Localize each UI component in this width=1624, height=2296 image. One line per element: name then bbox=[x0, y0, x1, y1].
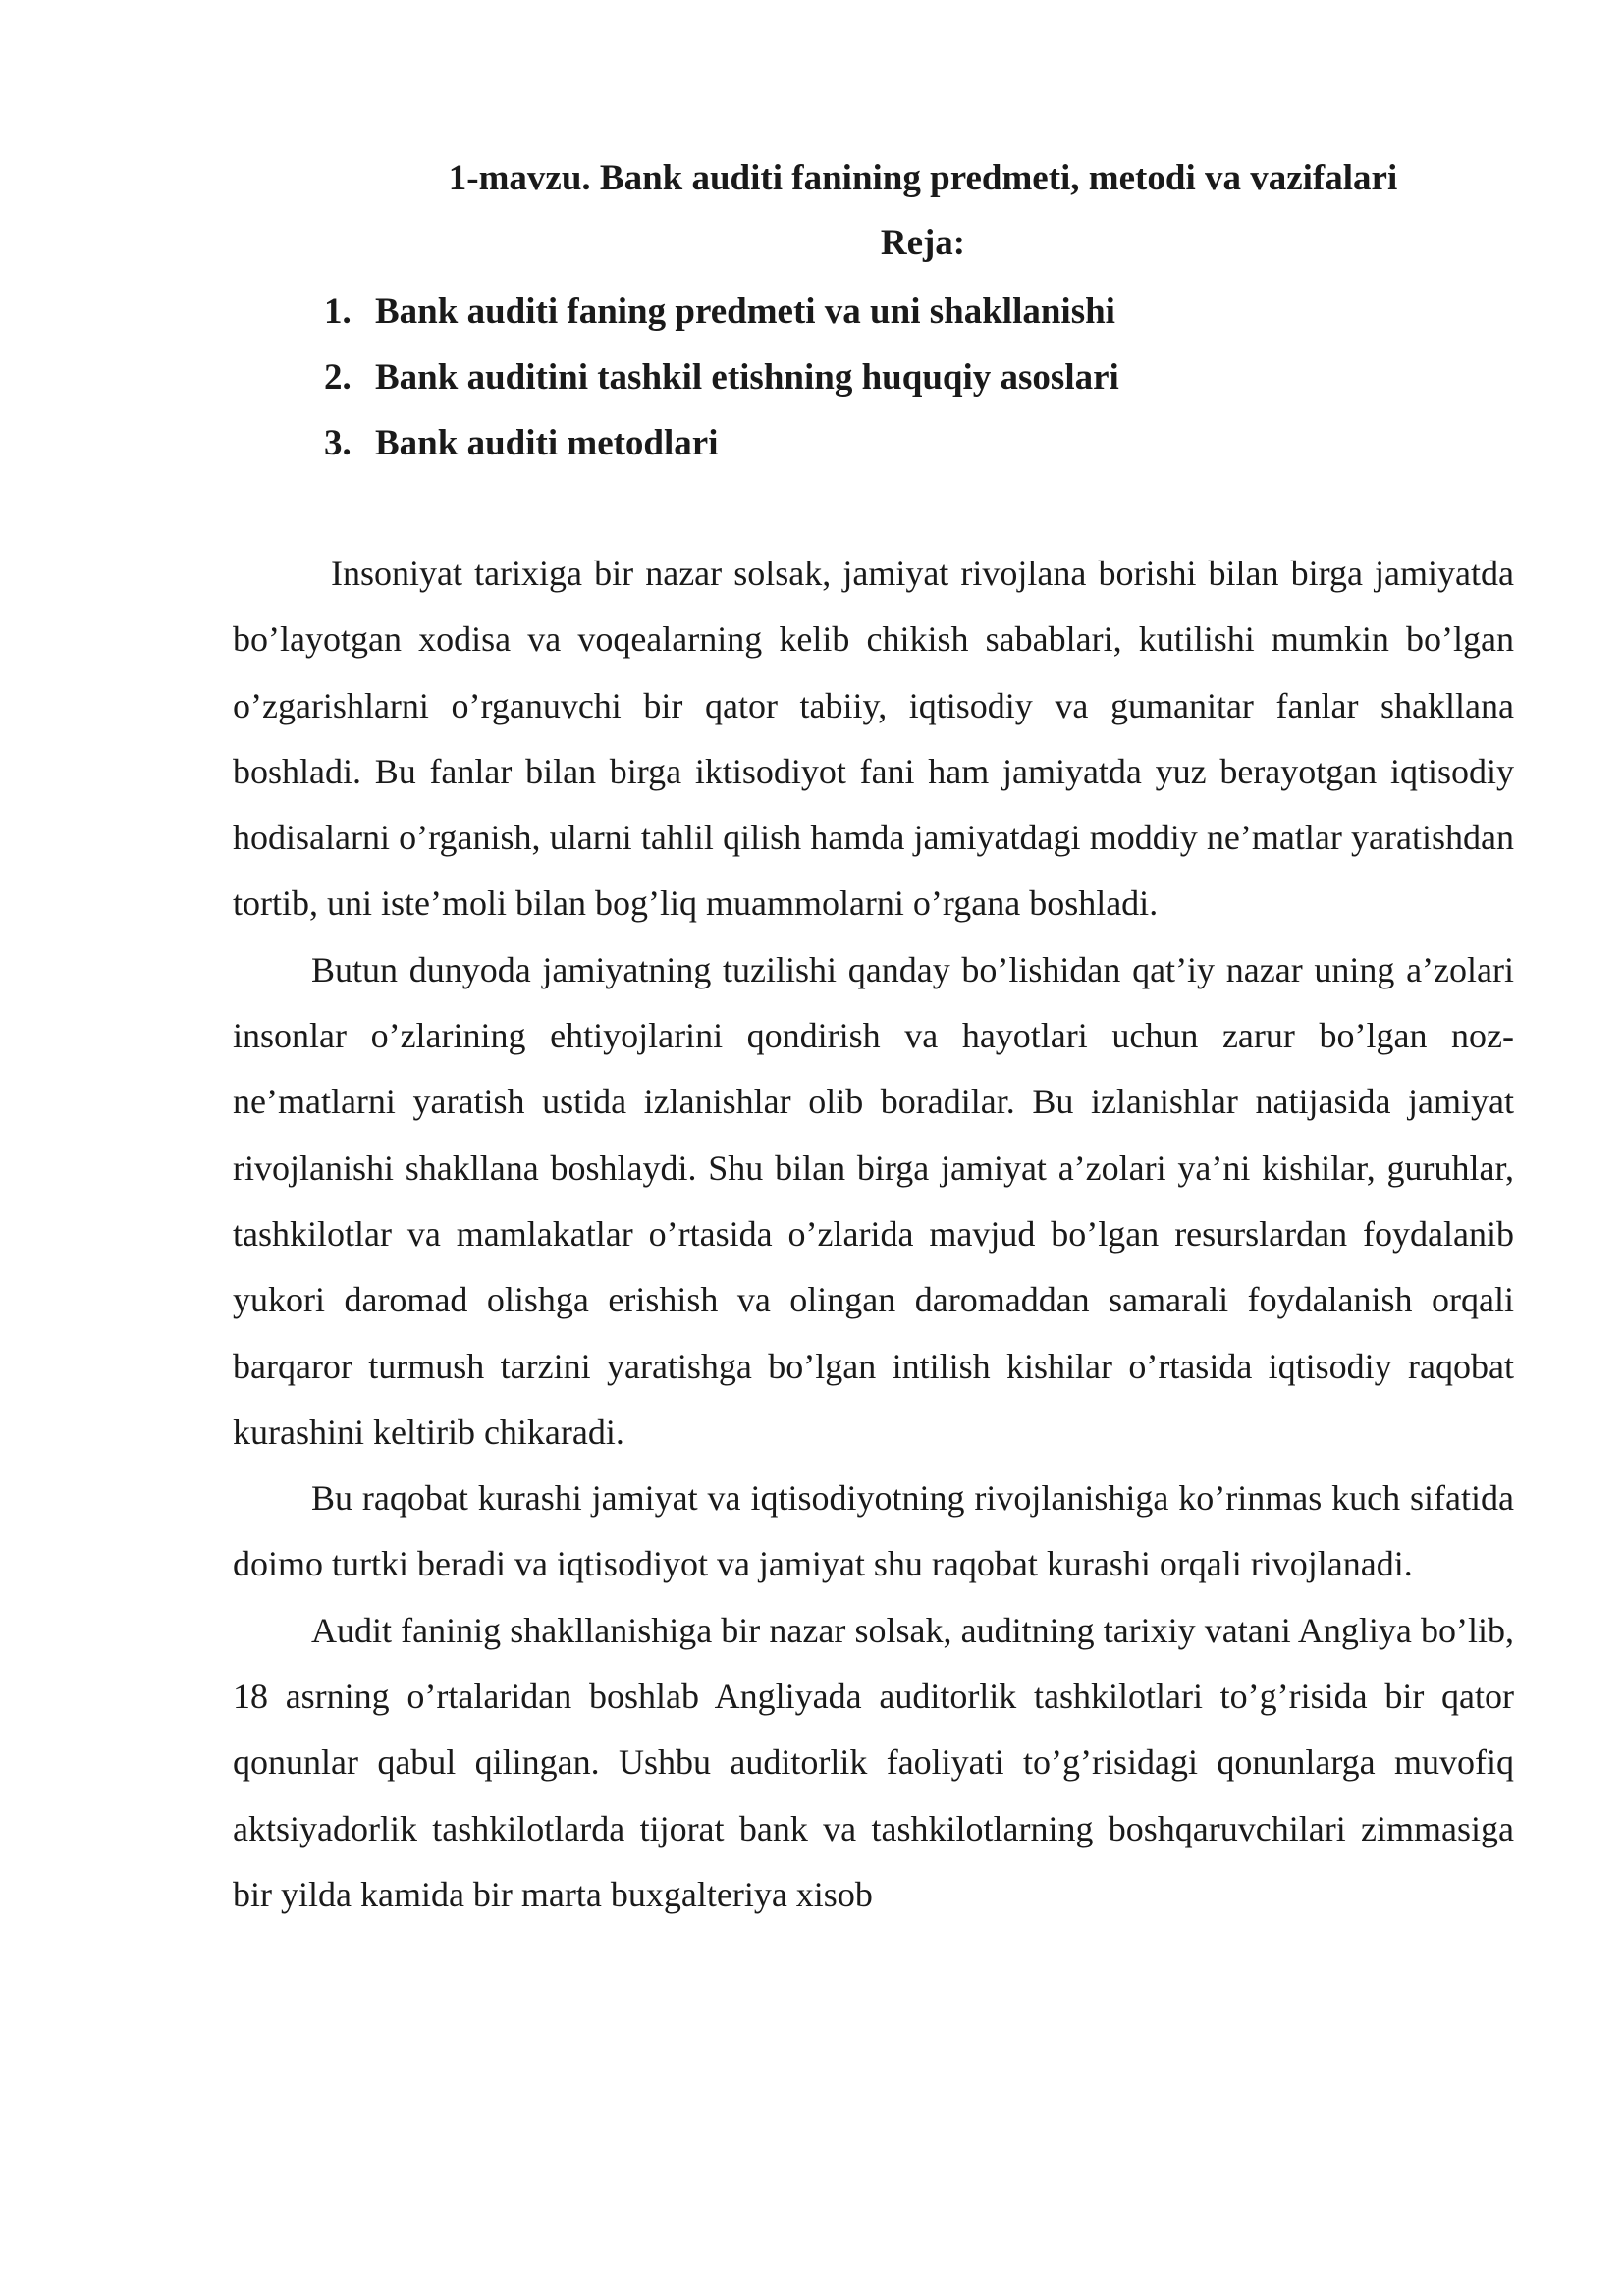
document-title: 1-mavzu. Bank auditi fanining predmeti, metodi va vazifalari bbox=[448, 158, 1398, 198]
body-paragraph: Audit faninig shakllanishiga bir nazar solsak, auditning tarixiy vatani Angliya bo’lib, 18 asrning o’rtalaridan boshlab Angliyada auditorlik tashkilotlari to’g’risida bir qator qonunlar qabul qilingan. Ushbu auditorlik faoliyati to’g’risidagi qonunlarga muvofiq aktsiyadorlik tashkilotlarda tijorat bank va tashkilotlarning boshqaruvchilari zimmasiga bir yilda kamida bir marta buxgalteriya xisob bbox=[233, 1610, 1514, 1914]
body-text bbox=[233, 541, 1514, 1928]
plan-item-number: 2. bbox=[324, 357, 352, 398]
body-paragraph: Insoniyat tarixiga bir nazar solsak, jamiyat rivojlana borishi bilan birga jamiyatda bo’layotgan xodisa va voqealarning kelib chikish sabablari, kutilishi mumkin bo’lgan o’zgarishlarni o’rganuvchi bir qator tabiiy, iqtisodiy va gumanitar fanlar shakllana boshladi. Bu fanlar bilan birga iktisodiyot fani ham jamiyatda yuz berayotgan iqtisodiy hodisalarni o’rganish, ularni tahlil qilish hamda jamiyatdagi moddiy ne’matlar yaratishdan tortib, uni iste’moli bilan bog’liq muammolarni o’rgana boshladi. bbox=[233, 554, 1514, 924]
body-paragraph: Butun dunyoda jamiyatning tuzilishi qanday bo’lishidan qat’iy nazar uning a’zolari insonlar o’zlarining ehtiyojlarini qondirish va hayotlari uchun zarur bo’lgan noz-ne’matlarni yaratish ustida izlanishlar olib boradilar. Bu izlanishlar natijasida jamiyat rivojlanishi shakllana boshlaydi. Shu bilan birga jamiyat a’zolari ya’ni kishilar, guruhlar, tashkilotlar va mamlakatlar o’rtasida o’zlarida mavjud bo’lgan resurslardan foydalanib yukori daromad olishga erishish va olingan daromaddan samarali foydalanish orqali barqaror turmush tarzini yaratishga bo’lgan intilish kishilar o’rtasida iqtisodiy raqobat kurashini keltirib chikaradi. bbox=[233, 949, 1514, 1452]
plan-item bbox=[324, 279, 1119, 345]
plan-item bbox=[324, 345, 1119, 410]
plan-item-number: 3. bbox=[324, 423, 352, 463]
plan-list bbox=[324, 279, 1119, 476]
plan-item-text: Bank auditi faning predmeti va uni shakllanishi bbox=[375, 292, 1115, 332]
plan-item bbox=[324, 410, 1119, 476]
plan-heading: Reja: bbox=[880, 223, 966, 263]
body-paragraph: Bu raqobat kurashi jamiyat va iqtisodiyotning rivojlanishiga ko’rinmas kuch sifatida doimo turtki beradi va iqtisodiyot va jamiyat shu raqobat kurashi orqali rivojlanadi. bbox=[233, 1478, 1514, 1584]
plan-item-number: 1. bbox=[324, 292, 352, 332]
plan-item-text: Bank auditini tashkil etishning huquqiy asoslari bbox=[375, 357, 1119, 398]
plan-item-text: Bank auditi metodlari bbox=[375, 423, 719, 463]
